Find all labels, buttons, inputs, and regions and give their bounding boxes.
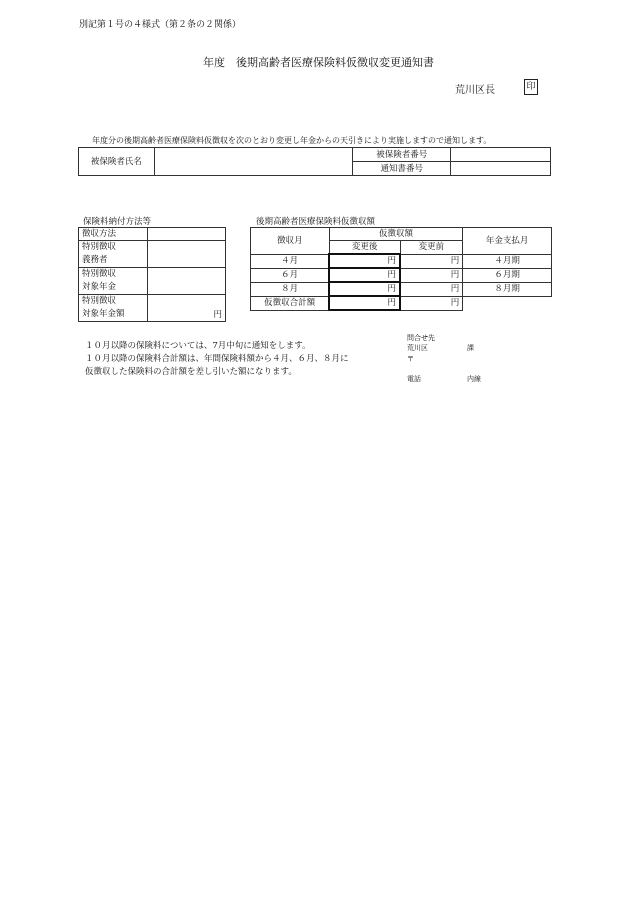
contact-extension: 内線 [467, 375, 481, 383]
note-line-2: １０月以降の保険料合計額は、年間保険料額から４月、６月、８月に [85, 354, 349, 364]
payment-method-table [78, 227, 226, 322]
pension-amount-field[interactable] [147, 295, 225, 322]
insured-name-field[interactable] [154, 148, 353, 176]
intro-text: 年度分の後期高齢者医療保険料仮徴収を次のとおり変更し年金からの天引きにより実施しますので通知します。 [92, 136, 492, 145]
insured-table [78, 147, 551, 176]
insured-number-field[interactable] [451, 148, 551, 162]
obligor-label: 特別徴収 義務者 [79, 241, 148, 268]
before-change-header: 変更前 [400, 241, 463, 255]
contact-section: 課 [467, 344, 474, 352]
before-april-field[interactable] [400, 254, 463, 268]
before-june-field[interactable] [400, 268, 463, 282]
note-line-1: １０月以降の保険料については、7月中旬に通知をします。 [85, 341, 311, 351]
after-june-field[interactable] [329, 268, 400, 282]
pension-april: ４月期 [463, 254, 552, 268]
target-pension-field[interactable] [147, 268, 225, 295]
yen-unit: 円 [387, 298, 396, 308]
after-april-field[interactable] [329, 254, 400, 268]
before-august-field[interactable] [400, 282, 463, 296]
contact-ward: 荒川区 [407, 344, 428, 352]
amount-header: 仮徴収額 [329, 228, 463, 241]
note-line-3: 仮徴収した保険料の合計額を差し引いた額になります。 [85, 367, 297, 377]
after-august-field[interactable] [329, 282, 400, 296]
issuer: 荒川区長 [455, 85, 495, 96]
pension-june: ６月期 [463, 268, 552, 282]
pension-month-header: 年金支払月 [463, 228, 552, 255]
yen-unit: 円 [387, 256, 396, 266]
notice-number-label: 通知書番号 [353, 162, 451, 176]
yen-unit: 円 [387, 284, 396, 294]
pension-august: ８月期 [463, 282, 552, 296]
contact-postal: 〒 [407, 355, 414, 363]
month-april: ４月 [251, 254, 330, 268]
yen-unit: 円 [450, 284, 460, 294]
form-number: 別記第１号の４様式（第２条の２関係） [79, 20, 242, 30]
collection-method-field[interactable] [147, 228, 225, 241]
yen-unit: 円 [450, 256, 460, 266]
insured-name-label: 被保険者氏名 [79, 148, 155, 176]
payment-method-caption: 保険料納付方法等 [83, 217, 152, 227]
notice-number-field[interactable] [451, 162, 551, 176]
collection-method-label: 徴収方法 [79, 228, 148, 241]
target-pension-label: 特別徴収 対象年金 [79, 268, 148, 295]
yen-unit: 円 [450, 270, 460, 280]
month-june: ６月 [251, 268, 330, 282]
provisional-caption: 後期高齢者医療保険料仮徴収額 [256, 217, 376, 227]
contact-heading: 問合せ先 [407, 334, 435, 342]
yen-unit: 円 [213, 310, 222, 320]
provisional-table [250, 227, 552, 311]
before-total-field[interactable] [400, 296, 463, 310]
insured-number-label: 被保険者番号 [353, 148, 451, 162]
after-change-header: 変更後 [329, 241, 400, 255]
yen-unit: 円 [450, 298, 460, 308]
page-title: 年度 後期高齢者医療保険料仮徴収変更通知書 [203, 56, 434, 69]
contact-phone: 電話 [407, 375, 421, 383]
yen-unit: 円 [387, 270, 396, 280]
month-august: ８月 [251, 282, 330, 296]
month-header: 徴収月 [251, 228, 330, 255]
pension-amount-label: 特別徴収 対象年金額 [79, 295, 148, 322]
after-total-field[interactable] [329, 296, 400, 310]
seal-stamp: 印 [524, 79, 538, 95]
total-label: 仮徴収合計額 [251, 296, 330, 310]
obligor-field[interactable] [147, 241, 225, 268]
